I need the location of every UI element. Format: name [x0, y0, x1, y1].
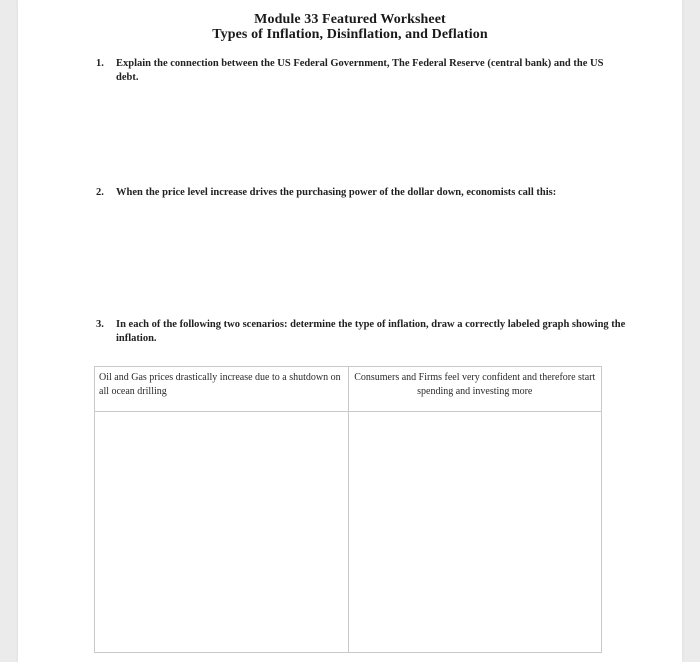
- question-3: [96, 318, 626, 346]
- scenario-right-header: Consumers and Firms feel very confident and therefore start spending and investing more: [348, 367, 602, 412]
- scenario-left-answer-box[interactable]: [95, 412, 349, 653]
- scenario-header-row: [95, 367, 602, 412]
- question-1-number: 1.: [96, 58, 104, 69]
- question-2-number: 2.: [96, 187, 104, 198]
- question-3-text: In each of the following two scenarios: determine the type of inflation, draw a correctly labeled graph showing the inflation.: [116, 319, 626, 344]
- question-3-number: 3.: [96, 319, 104, 330]
- scenario-answer-row: [95, 412, 602, 653]
- worksheet-title: Module 33 Featured Worksheet: [254, 12, 446, 27]
- question-1: [96, 57, 626, 85]
- scenario-left-header: Oil and Gas prices drastically increase due to a shutdown on all ocean drilling: [95, 367, 349, 412]
- scenario-right-answer-box[interactable]: [348, 412, 602, 653]
- scenario-table: [94, 366, 602, 653]
- worksheet-subtitle: Types of Inflation, Disinflation, and Deflation: [212, 27, 488, 42]
- question-1-text: Explain the connection between the US Federal Government, The Federal Reserve (central bank) and the US debt.: [116, 58, 604, 83]
- worksheet-page: [18, 0, 682, 662]
- question-2-text: When the price level increase drives the purchasing power of the dollar down, economists call this:: [116, 187, 557, 198]
- question-2: [96, 186, 626, 200]
